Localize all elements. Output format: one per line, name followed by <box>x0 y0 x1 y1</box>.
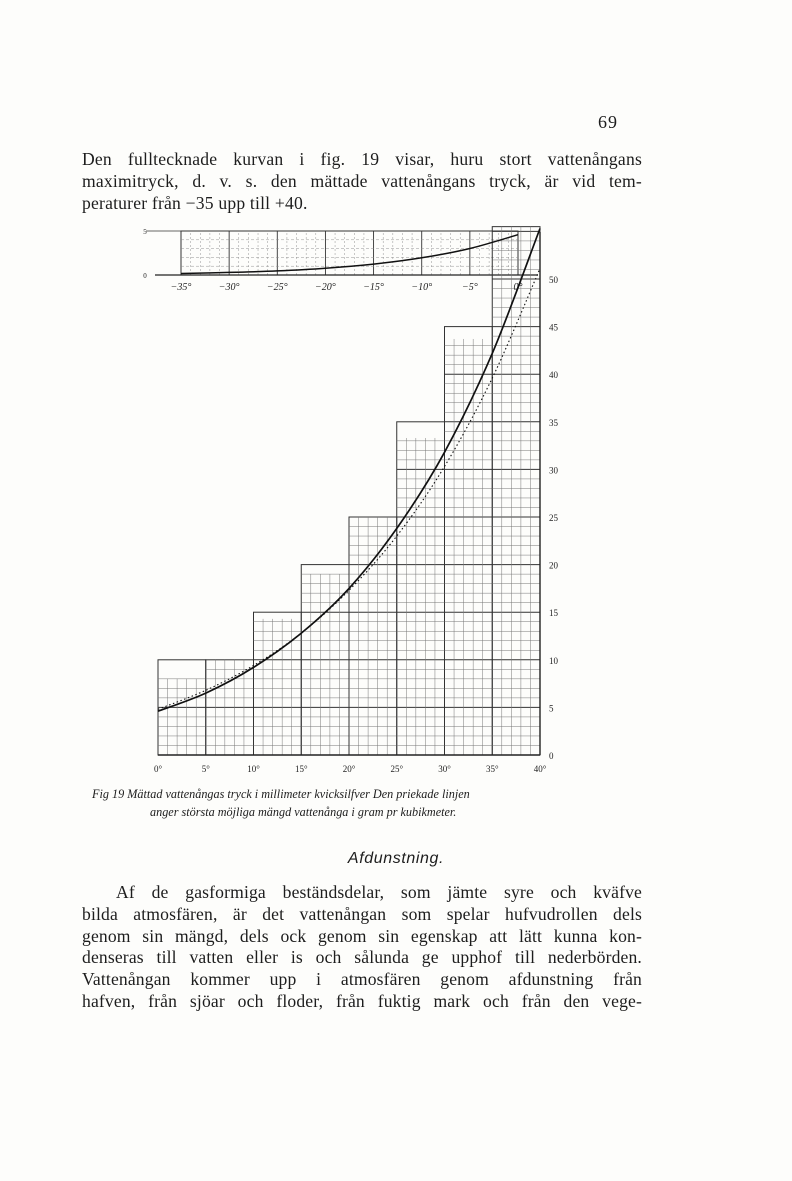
y-tick-label: 25 <box>549 513 558 523</box>
grid-block <box>397 422 445 755</box>
x-tick-label: 40° <box>533 764 547 774</box>
body-line: Af de gasformiga beständsdelar, som jämte syre och kväfve <box>116 882 642 902</box>
section-heading: Afdunstning. <box>347 850 445 867</box>
body-line: genom sin mängd, dels ock genom sin egenskap att lätt kunna kon- <box>82 925 642 946</box>
y-tick-label: 35 <box>549 417 558 428</box>
inset-x-tick-label: −25° <box>266 282 288 293</box>
inset-grid <box>146 231 538 275</box>
x-tick-label: 5° <box>201 764 210 774</box>
y-tick-label: 10 <box>549 655 558 666</box>
body-line: denseras till vatten eller is och sålunda ge upphof till nederbörden. <box>82 947 642 968</box>
body-paragraph <box>82 882 642 1013</box>
y-tick-label: 20 <box>549 560 558 571</box>
grid-block <box>445 327 493 755</box>
inset-x-tick-label: −35° <box>170 282 192 293</box>
x-tick-label: 15° <box>294 764 308 774</box>
x-tick-label: 20° <box>342 764 356 774</box>
page-number: 69 <box>598 112 618 132</box>
y-tick-label: 5 <box>549 703 554 714</box>
body-line: hafven, från sjöar och floder, från fuktig mark och från den vege- <box>82 990 642 1011</box>
y-tick-label: 0 <box>549 751 554 761</box>
intro-line: peraturer från −35 upp till +40. <box>82 192 308 213</box>
y-tick-label: 45 <box>549 322 558 333</box>
intro-line: maximitryck, d. v. s. den mättade vattenångans tryck, är vid tem- <box>82 170 642 191</box>
x-tick-label: 35° <box>485 764 499 774</box>
y-tick-label: 15 <box>549 608 558 619</box>
inset-x-tick-label: −5° <box>461 282 478 293</box>
y-tick-label: 50 <box>549 275 558 285</box>
x-tick-label: 30° <box>438 764 451 774</box>
caption-line-2: anger största möjliga mängd vattenånga i gram pr kubikmeter. <box>150 805 457 819</box>
grid-block <box>492 227 540 755</box>
x-tick-label: 25° <box>390 764 404 774</box>
x-tick-label: 0° <box>153 764 163 774</box>
intro-line: Den fulltecknade kurvan i fig. 19 visar, huru stort vattenångans <box>82 149 642 169</box>
inset-y-tick-label: 5 <box>143 228 147 236</box>
inset-frame <box>181 231 518 275</box>
grid-block <box>349 517 397 755</box>
inset-x-tick-label: 0° <box>513 282 523 293</box>
inset-x-tick-label: −15° <box>363 282 384 293</box>
inset-pressure-curve <box>181 235 518 274</box>
main-grid <box>158 227 540 755</box>
caption-line-1: Fig 19 Mättad vattenångas tryck i millimeter kvicksilfver Den priekade linjen <box>92 787 470 801</box>
y-tick-label: 40 <box>549 370 558 381</box>
body-line: Vattenångan kommer upp i atmosfären genom afdunstning från <box>82 969 642 990</box>
inset-x-tick-label: −10° <box>411 282 433 293</box>
figure-caption <box>92 785 652 821</box>
inset-x-tick-label: −30° <box>218 282 240 293</box>
x-tick-label: 10° <box>247 764 260 774</box>
body-line: bilda atmosfären, är det vattenångan som spelar hufvudrollen dels <box>82 903 642 924</box>
y-tick-label: 30 <box>549 465 558 476</box>
grid-block <box>254 612 302 755</box>
inset-x-tick-label: −20° <box>315 282 336 293</box>
inset-y-tick-label: 0 <box>143 272 147 280</box>
